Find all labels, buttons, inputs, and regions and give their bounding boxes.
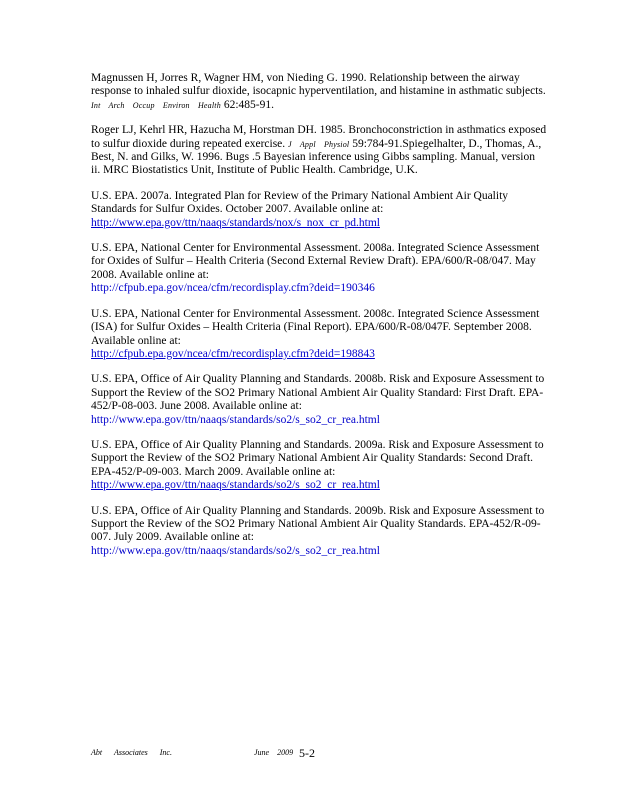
reference-link[interactable]: http://www.epa.gov/ttn/naaqs/standards/so2/s_so2_cr_rea.html [91,413,380,426]
reference-entry [91,308,547,362]
reference-text: U.S. EPA, Office of Air Quality Planning and Standards. 2009a. Risk and Exposure Assessment to Support the Review of the SO2 Primary National Ambient Air Quality Standards: Second Draft. EPA-452/P-09-003. March 2009. Available online at: [91,438,544,478]
reference-text: U.S. EPA. 2007a. Integrated Plan for Review of the Primary National Ambient Air Quality Standards for Sulfur Oxides. October 2007. Available online at: [91,189,509,216]
reference-entry [91,242,547,296]
reference-entry [91,439,547,493]
reference-citation: 62:485-91. [220,98,274,111]
reference-list [91,72,547,570]
page-number: 5-2 [299,746,315,760]
reference-entry [91,505,547,559]
reference-text: U.S. EPA, National Center for Environmental Assessment. 2008a. Integrated Science Assessment for Oxides of Sulfur – Health Criteria (Second External Review Draft). EPA/600/R-08/047. May 2008. Available online at: [91,242,540,281]
journal-name: J Appl Physiol [288,139,350,149]
footer-date: June 2009 [254,748,294,757]
reference-text: Magnussen H, Jorres R, Wagner HM, von Nieding G. 1990. Relationship between the airway response to inhaled sulfur dioxide, isocapnic hyperventilation, and histamine in asthmatic subjects. [91,72,546,98]
reference-link[interactable]: http://www.epa.gov/ttn/naaqs/standards/so2/s_so2_cr_rea.html [91,479,380,492]
reference-entry [91,190,547,230]
reference-text: U.S. EPA, Office of Air Quality Planning and Standards. 2008b. Risk and Exposure Assessment to Support the Review of the SO2 Primary National Ambient Air Quality Standard: First Draft. EPA-452/P-08-003. June 2008. Available online at: [91,373,545,413]
page-footer [91,746,547,762]
reference-link[interactable]: http://www.epa.gov/ttn/naaqs/standards/so2/s_so2_cr_rea.html [91,544,380,557]
reference-text: Roger LJ, Kehrl HR, Hazucha M, Horstman DH. 1985. Bronchoconstriction in asthmatics exposed to sulfur dioxide during repeated exercise. [91,124,547,150]
reference-text: U.S. EPA, National Center for Environmental Assessment. 2008c. Integrated Science Assessment (ISA) for Sulfur Oxides – Health Criteria (Final Report). EPA/600/R-08/047F. September 2008. Available online at: [91,307,540,347]
reference-entry [91,124,547,178]
footer-organization: Abt Associates Inc. [91,748,172,757]
reference-entry [91,373,547,427]
reference-link[interactable]: http://cfpub.epa.gov/ncea/cfm/recordisplay.cfm?deid=198843 [91,347,375,360]
reference-entry [91,72,547,112]
reference-link[interactable]: http://cfpub.epa.gov/ncea/cfm/recordisplay.cfm?deid=190346 [91,282,375,295]
reference-link[interactable]: http://www.epa.gov/ttn/naaqs/standards/nox/s_nox_cr_pd.html [91,216,380,229]
journal-name: Int Arch Occup Environ Health [91,100,221,110]
reference-text: U.S. EPA, Office of Air Quality Planning and Standards. 2009b. Risk and Exposure Assessment to Support the Review of the SO2 Primary National Ambient Air Quality Standards. EPA-452/R-09-007. July 2009. Available online at: [91,504,545,544]
reference-citation: 59:784-91.Spiegelhalter, D., Thomas, A., Best, N. and Gilks, W. 1996. Bugs .5 Bayesian inference using Gibbs sampling. Manual, version ii. MRC Biostatistics Unit, Institute of Public Health. Cambridge, U.K. [91,137,542,177]
